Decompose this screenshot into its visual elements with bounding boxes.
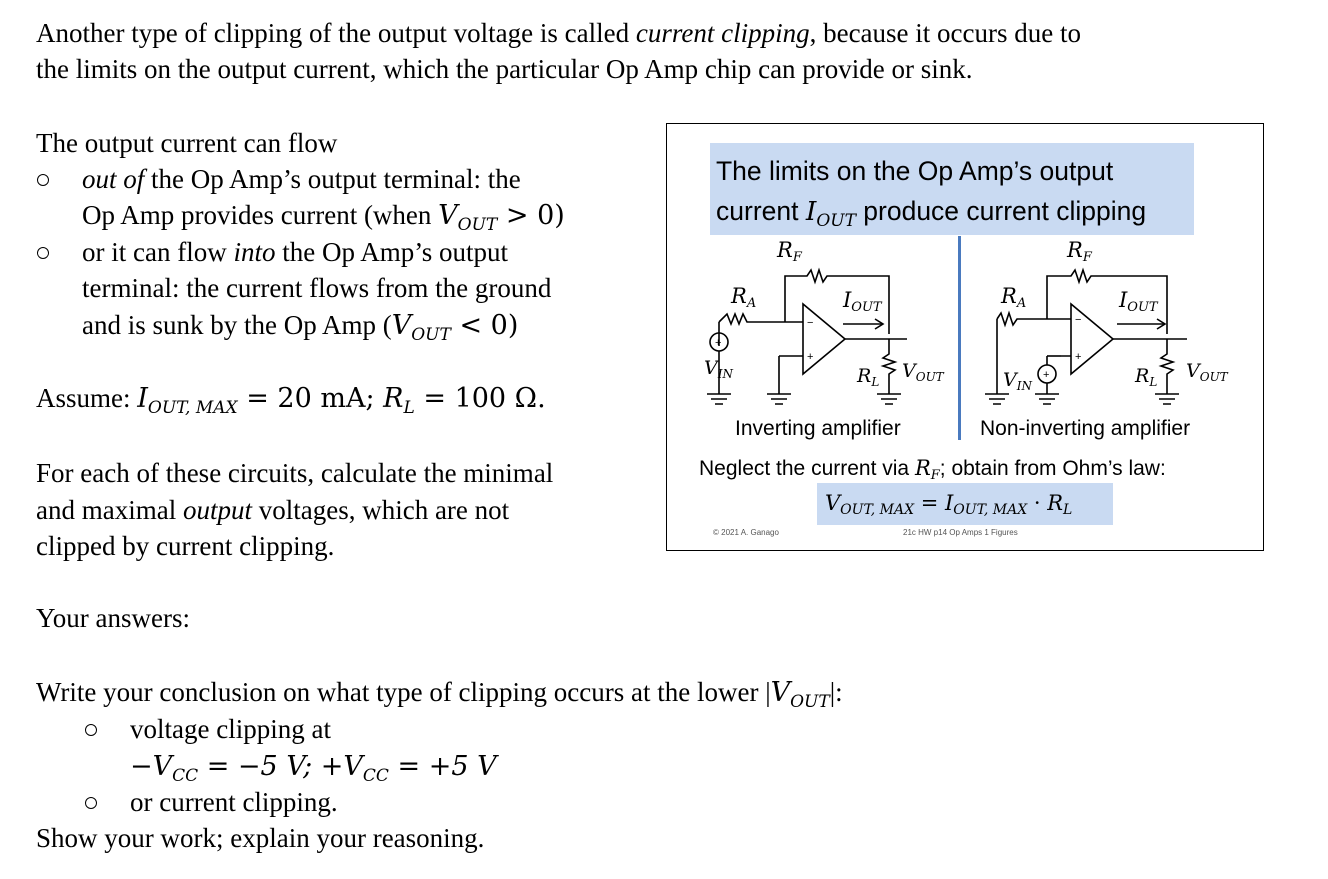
- iout-max-value: = 20 mA;: [237, 383, 384, 414]
- formula-vout-subscript: OUT, MAX: [840, 502, 915, 518]
- left-vout-label: [902, 360, 944, 382]
- flow-bullet-1-line-2: [82, 197, 565, 238]
- term-into: into: [233, 237, 276, 267]
- flow-lead: The output current can flow: [36, 128, 338, 158]
- left-plus-input-sign: +: [807, 351, 814, 363]
- right-minus-sign: −: [1075, 314, 1082, 326]
- iout-symbol: I: [1119, 288, 1128, 312]
- vout-subscript: OUT: [915, 370, 944, 384]
- inverting-amplifier-label: Inverting amplifier: [735, 417, 901, 440]
- conclusion-line: [36, 674, 843, 715]
- option-voltage-clipping: voltage clipping at: [130, 714, 331, 744]
- vout-symbol: V: [438, 200, 458, 231]
- rl-subscript: L: [871, 375, 880, 389]
- ra-symbol: R: [731, 284, 747, 308]
- flow-text: the Op Amp’s output: [275, 237, 508, 267]
- left-ra-resistor: [719, 314, 785, 324]
- ra-symbol: R: [1001, 284, 1017, 308]
- vout-symbol: V: [770, 677, 791, 708]
- rl-value: = 100 Ω.: [414, 383, 546, 414]
- right-plus-input-sign: +: [1075, 351, 1082, 363]
- vcc-value: = +5 V: [388, 751, 497, 782]
- right-vout-label: [1186, 360, 1228, 382]
- vin-subscript: IN: [1016, 379, 1032, 393]
- vcc-negative: −V: [130, 751, 173, 782]
- iout-subscript: OUT: [816, 211, 856, 231]
- rl-subscript: L: [1149, 375, 1158, 389]
- rl-symbol: R: [1135, 365, 1150, 387]
- conclusion-text: |:: [829, 677, 843, 707]
- show-work-line: Show your work; explain your reasoning.: [36, 823, 485, 853]
- left-opamp-triangle: [803, 304, 845, 374]
- assume-line: [36, 380, 546, 421]
- rf-subscript: F: [1082, 250, 1092, 265]
- right-ground-icon-1: [985, 394, 1009, 404]
- rf-subscript: F: [930, 468, 940, 483]
- rl-subscript: L: [403, 398, 415, 418]
- iout-subscript: OUT: [851, 300, 882, 315]
- vout-subscript: OUT: [790, 692, 830, 712]
- vcc-subscript: CC: [172, 766, 199, 786]
- rf-subscript: F: [792, 250, 802, 265]
- vout-symbol: V: [391, 310, 412, 341]
- iout-max-subscript: OUT, MAX: [147, 398, 238, 418]
- right-rl-resistor: [1161, 339, 1173, 394]
- right-noninverting-input: [1047, 356, 1071, 365]
- vout-symbol: V: [1186, 360, 1200, 382]
- left-iout-label: [843, 288, 882, 315]
- ra-subscript: A: [1016, 296, 1027, 311]
- formula-equals: =: [914, 491, 945, 515]
- flow-text: the Op Amp’s output terminal: the: [144, 164, 521, 194]
- copyright-text: © 2021 A. Ganago: [713, 528, 779, 537]
- condition-negative: < 0): [450, 310, 519, 341]
- right-iout-label: [1119, 288, 1158, 315]
- left-ra-label: [731, 284, 757, 311]
- vout-symbol: V: [902, 360, 916, 382]
- iout-subscript: OUT: [1127, 300, 1158, 315]
- left-minus-sign: −: [807, 317, 814, 329]
- bullet-icon: [85, 724, 97, 736]
- right-ground-icon-3: [1155, 394, 1179, 404]
- title-text: produce current clipping: [855, 196, 1147, 226]
- condition-positive: > 0): [497, 200, 565, 231]
- formula-rl: R: [1047, 491, 1064, 515]
- flow-text: Op Amp provides current (when: [82, 200, 439, 230]
- left-vin-label: [704, 357, 733, 379]
- bullet-icon: [37, 247, 49, 259]
- right-ra-label: [1001, 284, 1027, 311]
- iout-symbol: I: [843, 288, 852, 312]
- intro-text: Another type of clipping of the output voltage is called: [36, 18, 636, 48]
- formula-vout: V: [825, 491, 841, 515]
- figure-id-text: 21c HW p14 Op Amps 1 Figures: [903, 528, 1018, 537]
- flow-text: or it can flow: [82, 237, 234, 267]
- neglect-text: Neglect the current via: [699, 457, 915, 480]
- left-plus-sign: +: [715, 337, 722, 349]
- formula-iout-subscript: OUT, MAX: [953, 502, 1028, 518]
- figure-panel: [666, 123, 1264, 551]
- right-rf-label: [1067, 238, 1092, 265]
- left-ground-icon-2: [767, 394, 791, 404]
- rf-symbol: R: [1067, 238, 1083, 262]
- vcc-subscript: CC: [362, 766, 389, 786]
- answers-label: Your answers:: [36, 603, 191, 633]
- option-voltage-equation: [130, 748, 497, 789]
- ohms-law-formula: [825, 491, 1073, 518]
- formula-iout: I: [945, 491, 954, 515]
- vin-subscript: IN: [717, 367, 733, 381]
- intro-line-1: [36, 15, 1081, 52]
- left-noninverting-ground-wire: [779, 356, 803, 394]
- left-rl-label: [857, 365, 879, 387]
- task-line-2: [36, 492, 509, 529]
- task-text: and maximal: [36, 495, 183, 525]
- vin-symbol: V: [704, 357, 718, 379]
- ra-subscript: A: [746, 296, 757, 311]
- term-output: output: [182, 495, 252, 525]
- rl-symbol: R: [857, 365, 872, 387]
- iout-max-symbol: I: [137, 383, 148, 414]
- flow-bullet-2-line-1: [82, 234, 508, 271]
- neglect-text: ; obtain from Ohm’s law:: [939, 457, 1166, 480]
- left-rl-resistor: [883, 339, 895, 394]
- left-ground-icon-1: [707, 394, 731, 404]
- right-ra-resistor: [997, 313, 1047, 325]
- task-line-3: clipped by current clipping.: [36, 531, 335, 561]
- left-ground-icon-3: [877, 394, 901, 404]
- title-text: current: [716, 196, 806, 226]
- vout-subscript: OUT: [1199, 370, 1228, 384]
- right-ground-icon-2: [1035, 394, 1059, 404]
- bullet-icon: [37, 174, 49, 186]
- flow-bullet-2-line-2: terminal: the current flows from the ground: [82, 273, 552, 303]
- neglect-line: [699, 456, 1166, 481]
- flow-text: and is sunk by the Op Amp (: [82, 310, 392, 340]
- formula-dot: ·: [1027, 491, 1048, 515]
- rl-symbol: R: [383, 383, 404, 414]
- formula-rl-subscript: L: [1063, 502, 1073, 518]
- assume-label: Assume:: [36, 383, 138, 413]
- intro-line-2: the limits on the output current, which the particular Op Amp chip can provide or sink.: [36, 54, 973, 84]
- flow-bullet-1-line-1: [82, 161, 521, 198]
- vcc-positive: = −5 V; +V: [198, 751, 363, 782]
- figure-title-line-1: The limits on the Op Amp’s output: [716, 156, 1114, 186]
- iout-symbol: I: [805, 196, 817, 227]
- rf-symbol: R: [914, 456, 931, 480]
- left-rf-label: [777, 238, 802, 265]
- rf-symbol: R: [777, 238, 793, 262]
- term-out-of: out of: [82, 164, 145, 194]
- vout-subscript: OUT: [457, 215, 498, 235]
- bullet-icon: [85, 797, 97, 809]
- right-plus-sign: +: [1043, 369, 1050, 381]
- right-rl-label: [1135, 365, 1157, 387]
- conclusion-text: Write your conclusion on what type of clipping occurs at the lower |: [36, 677, 771, 707]
- flow-bullet-2-line-3: [82, 307, 518, 348]
- vout-subscript: OUT: [411, 325, 451, 345]
- option-current-clipping: or current clipping.: [130, 787, 338, 817]
- right-vin-label: [1003, 369, 1032, 391]
- intro-text: , because it occurs due to: [809, 18, 1081, 48]
- vin-symbol: V: [1003, 369, 1017, 391]
- noninverting-amplifier-label: Non-inverting amplifier: [980, 417, 1191, 440]
- term-current-clipping: current clipping: [635, 18, 810, 48]
- task-line-1: For each of these circuits, calculate the minimal: [36, 458, 554, 488]
- task-text: voltages, which are not: [251, 495, 510, 525]
